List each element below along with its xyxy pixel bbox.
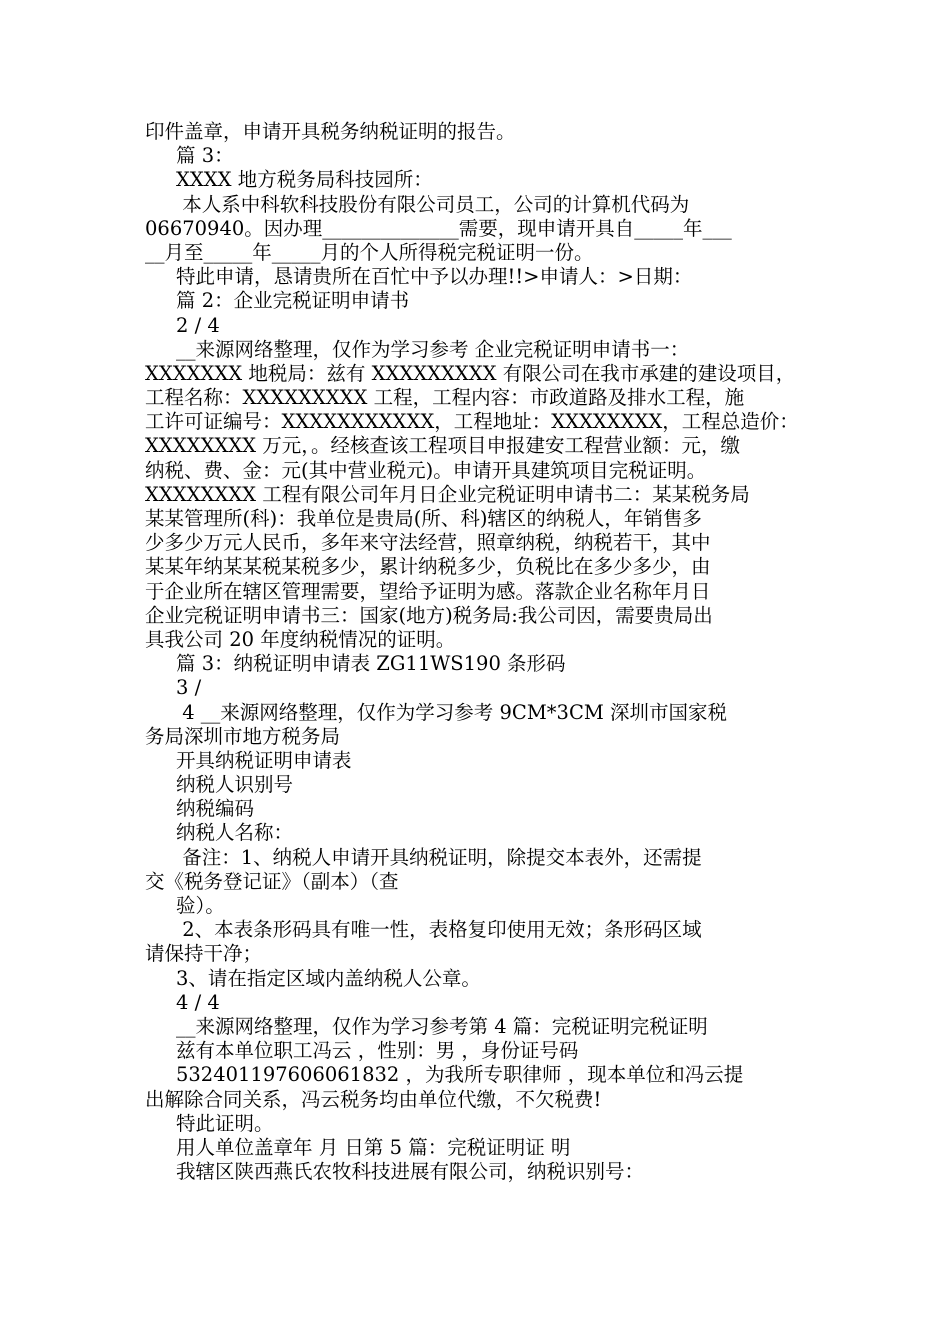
text-line: 篇 3：纳税证明申请表 ZG11WS190 条形码 — [145, 652, 566, 676]
text-line: 3、请在指定区域内盖纳税人公章。 — [145, 966, 481, 990]
text-line: 532401197606061832 ，为我所专职律师 ，现本单位和冯云提 — [145, 1063, 744, 1087]
text-line: 某某年纳某某税某税多少，累计纳税多少，负税比在多少多少，由 — [145, 555, 711, 579]
text-line: __来源网络整理，仅作为学习参考第 4 篇：完税证明完税证明 — [145, 1014, 708, 1038]
text-line: 验）。 — [145, 894, 225, 917]
text-line: 企业完税证明申请书三：国家(地方)税务局:我公司因，需要贵局出 — [145, 603, 713, 627]
text-line: XXXXXXXX 工程有限公司年月日企业完税证明申请书二：某某税务局 — [145, 482, 750, 506]
document-body — [145, 120, 825, 1184]
text-line: XXXX 地方税务局科技园所： — [145, 168, 433, 192]
text-line: XXXXXXX 地税局：兹有 XXXXXXXXX 有限公司在我市承建的建设项目， — [145, 361, 796, 385]
text-line: __月至_____年_____月的个人所得税完税证明一份。 — [145, 240, 594, 264]
text-line: 工许可证编号：XXXXXXXXXXX，工程地址：XXXXXXXX，工程总造价： — [145, 410, 799, 434]
page-number: 2 / 4 — [145, 313, 220, 337]
text-line: 纳税人识别号 — [145, 773, 293, 797]
text-line: 出解除合同关系，冯云税务均由单位代缴，不欠税费! — [145, 1087, 602, 1111]
text-line: 少多少万元人民币，多年来守法经营，照章纳税，纳税若干，其中 — [145, 531, 711, 555]
text-line: 特此申请，恳请贵所在百忙中予以办理!!>申请人：>日期： — [145, 265, 693, 289]
text-line: 某某管理所(科)：我单位是贵局(所、科)辖区的纳税人，年销售多 — [145, 507, 702, 530]
text-line: 06670940。因办理______________需要，现申请开具自_____年___ — [145, 216, 732, 240]
text-line: __来源网络整理，仅作为学习参考 企业完税证明申请书一： — [145, 337, 690, 361]
text-line: 2、本表条形码具有唯一性，表格复印使用无效；条形码区域 — [145, 918, 702, 942]
text-line: 本人系中科软科技股份有限公司员工，公司的计算机代码为 — [145, 192, 690, 216]
text-line: 纳税编码 — [145, 797, 254, 821]
text-line: 兹有本单位职工冯云 ，性别：男 ，身份证号码 — [145, 1039, 579, 1063]
text-line: 于企业所在辖区管理需要，望给予证明为感。落款企业名称年月日 — [145, 579, 711, 603]
text-line: 特此证明。 — [145, 1111, 274, 1135]
page-number: 4 / 4 — [145, 990, 220, 1014]
page-number: 3 / — [145, 676, 202, 700]
text-line: 纳税人名称： — [145, 821, 293, 845]
text-line: 用人单位盖章年 月 日第 5 篇：完税证明证 明 — [145, 1135, 571, 1159]
text-line: 交《税务登记证》（副本）（查 — [145, 869, 399, 893]
text-line: 4 __来源网络整理，仅作为学习参考 9CM*3CM 深圳市国家税 — [145, 700, 728, 724]
text-line: 印件盖章，申请开具税务纳税证明的报告。 — [145, 120, 516, 143]
text-line: XXXXXXXX 万元，。经核查该工程项目申报建安工程营业额：元，缴 — [145, 434, 741, 458]
text-line: 具我公司 20 年度纳税情况的证明。 — [145, 627, 456, 651]
text-line: 请保持干净； — [145, 942, 263, 966]
text-line: 开具纳税证明申请表 — [145, 748, 352, 772]
text-line: 篇 3： — [145, 144, 234, 168]
text-line: 我辖区陕西燕氏农牧科技进展有限公司，纳税识别号： — [145, 1160, 644, 1184]
text-line: 务局深圳市地方税务局 — [145, 724, 341, 748]
text-line: 工程名称：XXXXXXXXX 工程，工程内容：市政道路及排水工程，施 — [145, 386, 745, 410]
text-line: 纳税、费、金：元(其中营业税元)。申请开具建筑项目完税证明。 — [145, 458, 707, 482]
text-line: 备注：1、纳税人申请开具纳税证明，除提交本表外，还需提 — [145, 845, 702, 869]
text-line: 篇 2：企业完税证明申请书 — [145, 289, 410, 313]
